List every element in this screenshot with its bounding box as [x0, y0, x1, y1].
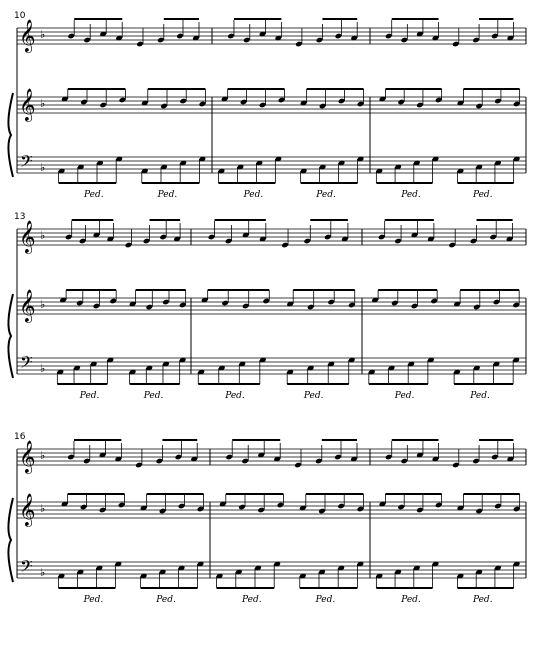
pedal-mark: Ped.: [472, 595, 493, 605]
treble-clef-icon: 𝄞: [19, 493, 36, 526]
treble-clef-icon: 𝄞: [19, 289, 36, 322]
pedal-mark: Ped.: [394, 391, 415, 401]
flat-icon: ♭: [40, 502, 46, 515]
treble-clef-icon: 𝄞: [19, 19, 36, 52]
system-3: [8, 432, 526, 605]
pedal-mark: Ped.: [84, 190, 104, 200]
pedal-mark: Ped.: [316, 190, 336, 200]
flat-icon: ♭: [40, 229, 46, 242]
flat-icon: ♭: [40, 161, 46, 174]
system-2: [8, 212, 526, 401]
measure-number: 16: [14, 432, 26, 442]
pedal-mark: Ped.: [225, 391, 245, 401]
pedal-mark: Ped.: [157, 190, 178, 200]
treble-clef-icon: 𝄞: [19, 440, 36, 473]
flat-icon: ♭: [40, 298, 46, 311]
pedal-mark: Ped.: [243, 190, 264, 200]
flat-icon: ♭: [40, 566, 46, 579]
treble-clef-icon: 𝄞: [19, 88, 36, 121]
flat-icon: ♭: [40, 449, 46, 462]
bass-clef-icon: 𝄢: [20, 151, 33, 175]
treble-clef-icon: 𝄞: [19, 220, 36, 253]
pedal-mark: Ped.: [83, 595, 104, 605]
pedal-mark: Ped.: [401, 190, 421, 200]
measure-number: 13: [14, 212, 26, 222]
pedal-mark: Ped.: [315, 595, 336, 605]
pedal-mark: Ped.: [472, 190, 493, 200]
flat-icon: ♭: [40, 362, 46, 375]
pedal-mark: Ped.: [143, 391, 164, 401]
flat-icon: ♭: [40, 97, 46, 110]
pedal-mark: Ped.: [79, 391, 100, 401]
piano-brace: [8, 294, 13, 378]
pedal-mark: Ped.: [242, 595, 262, 605]
pedal-mark: Ped.: [156, 595, 176, 605]
flat-icon: ♭: [40, 28, 46, 41]
system-1: [8, 11, 526, 200]
pedal-mark: Ped.: [401, 595, 421, 605]
pedal-mark: Ped.: [303, 391, 324, 401]
piano-brace: [8, 93, 13, 177]
measure-number: 10: [14, 11, 26, 21]
pedal-mark: Ped.: [470, 391, 490, 401]
piano-brace: [8, 498, 13, 582]
bass-clef-icon: 𝄢: [20, 352, 33, 376]
bass-clef-icon: 𝄢: [20, 556, 33, 580]
